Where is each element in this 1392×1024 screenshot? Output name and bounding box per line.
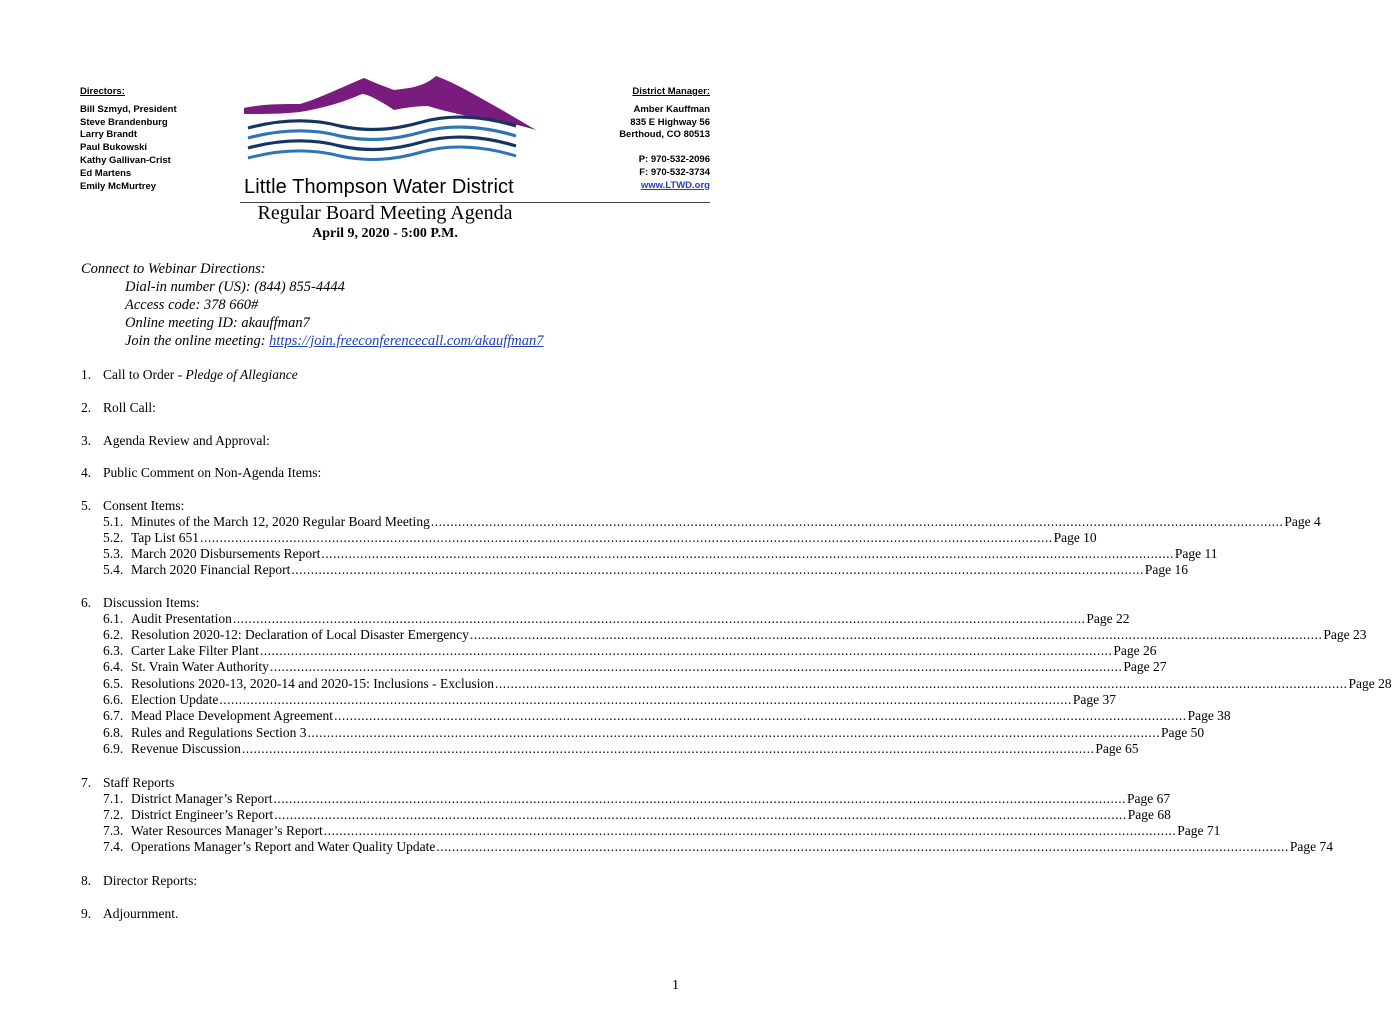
agenda-subitem xyxy=(103,675,1392,692)
directors-title: Directors: xyxy=(80,86,125,97)
dot-leader: ............................................................................................................................................................................................................................ xyxy=(259,643,1113,659)
agenda-subitem-text: Rules and Regulations Section 3 xyxy=(131,724,307,740)
agenda-subitem-number: 5.2. xyxy=(103,529,124,545)
agenda-subitem xyxy=(103,513,1321,530)
agenda-subitem-number: 6.1. xyxy=(103,610,124,626)
agenda-subitem xyxy=(103,823,1221,839)
agenda-item-text: Public Comment on Non-Agenda Items: xyxy=(103,465,322,480)
agenda-subitem-text: Mead Place Development Agreement xyxy=(131,708,334,724)
agenda-subitem-text: Audit Presentation xyxy=(131,610,232,626)
agenda-page-reference: Page 38 xyxy=(1187,708,1231,724)
agenda-item xyxy=(81,464,321,481)
agenda-page-reference: Page 10 xyxy=(1053,529,1097,545)
agenda-subitem xyxy=(103,692,1116,708)
agenda-page-reference: Page 65 xyxy=(1095,740,1139,756)
agenda-subitem xyxy=(103,790,1171,807)
dot-leader: ............................................................................................................................................................................................................................ xyxy=(430,513,1284,529)
agenda-page-reference: Page 11 xyxy=(1174,546,1218,562)
dot-leader: ............................................................................................................................................................................................................................ xyxy=(323,823,1177,839)
access-code: Access code: 378 660# xyxy=(125,297,259,313)
agenda-item xyxy=(81,872,197,889)
agenda-subitem xyxy=(103,562,1188,578)
agenda-item xyxy=(81,432,270,449)
agenda-item xyxy=(81,594,199,611)
dot-leader: ............................................................................................................................................................................................................................ xyxy=(321,546,1174,562)
agenda-item-text: Adjournment. xyxy=(103,906,179,921)
dot-leader: ............................................................................................................................................................................................................................ xyxy=(269,659,1123,675)
webinar-heading: Connect to Webinar Directions: xyxy=(81,261,266,277)
district-logo xyxy=(244,74,540,176)
dot-leader: ............................................................................................................................................................................................................................ xyxy=(334,708,1187,724)
agenda-item-text: Discussion Items: xyxy=(103,595,200,610)
agenda-item-number: 7. xyxy=(81,775,92,790)
agenda-subitem-number: 6.8. xyxy=(103,724,124,740)
agenda-item-number: 8. xyxy=(81,873,92,888)
dot-leader: ............................................................................................................................................................................................................................ xyxy=(291,562,1144,578)
manager-title: District Manager: xyxy=(632,86,710,97)
agenda-subitem-text: March 2020 Disbursements Report xyxy=(131,546,321,562)
agenda-page-reference: Page 37 xyxy=(1072,692,1116,707)
dot-leader: ............................................................................................................................................................................................................................ xyxy=(273,790,1126,806)
dot-leader: ............................................................................................................................................................................................................................ xyxy=(436,839,1289,855)
agenda-subitem xyxy=(103,529,1097,546)
agenda-item-text: Agenda Review and Approval: xyxy=(103,433,270,448)
agenda-subitem xyxy=(103,839,1333,855)
dot-leader: ............................................................................................................................................................................................................................ xyxy=(200,529,1053,545)
agenda-subitem-number: 5.4. xyxy=(103,562,124,578)
fax-number: F: 970-532-3734 xyxy=(639,166,710,178)
manager-name: Amber Kauffman xyxy=(633,103,710,115)
agenda-page-reference: Page 22 xyxy=(1086,610,1130,626)
agenda-subitem-number: 7.1. xyxy=(103,790,124,806)
dot-leader: ............................................................................................................................................................................................................................ xyxy=(241,740,1095,756)
agenda-item-number: 2. xyxy=(81,400,92,415)
agenda-item-number: 9. xyxy=(81,906,92,921)
manager-address: 835 E Highway 56 xyxy=(630,116,710,128)
agenda-subitem-number: 5.3. xyxy=(103,546,124,562)
agenda-item xyxy=(81,366,298,383)
agenda-subitem xyxy=(103,643,1157,659)
agenda-subitem-number: 5.1. xyxy=(103,513,124,529)
director-name: Larry Brandt xyxy=(80,129,138,141)
agenda-subitem xyxy=(103,659,1167,675)
agenda-item-text: Director Reports: xyxy=(103,873,198,888)
webinar-directions xyxy=(81,260,544,350)
join-label: Join the online meeting: xyxy=(125,333,270,349)
phone-number: P: 970-532-2096 xyxy=(638,154,710,166)
manager-address: Berthoud, CO 80513 xyxy=(619,129,710,141)
agenda-item-text: Roll Call: xyxy=(103,400,156,415)
agenda-subitem xyxy=(103,740,1139,757)
agenda-subitem-number: 6.5. xyxy=(103,675,124,691)
agenda-subitem-text: Carter Lake Filter Plant xyxy=(131,643,259,659)
agenda-page-reference: Page 67 xyxy=(1126,790,1171,806)
director-name: Paul Bukowski xyxy=(80,142,148,154)
director-name: Kathy Gallivan-Crist xyxy=(80,154,171,166)
director-name: Bill Szmyd, President xyxy=(80,103,177,115)
agenda-page-reference: Page 4 xyxy=(1284,513,1321,529)
join-line xyxy=(81,332,544,350)
manager-block xyxy=(550,86,710,193)
dot-leader: ............................................................................................................................................................................................................................ xyxy=(307,724,1160,740)
page-number: 1 xyxy=(672,978,679,993)
agenda-subitem-number: 7.3. xyxy=(103,823,124,839)
agenda-subitem-number: 6.3. xyxy=(103,643,124,659)
director-name: Steve Brandenburg xyxy=(80,116,168,128)
dial-in-number: Dial-in number (US): (844) 855-4444 xyxy=(125,279,345,295)
meeting-id: Online meeting ID: akauffman7 xyxy=(125,315,310,331)
agenda-subitem-number: 6.4. xyxy=(103,659,124,675)
agenda-subitem xyxy=(103,626,1367,643)
agenda-page-reference: Page 68 xyxy=(1127,806,1171,822)
agenda-subitem xyxy=(103,724,1205,741)
dot-leader: ............................................................................................................................................................................................................................ xyxy=(469,626,1323,642)
agenda-item-number: 1. xyxy=(81,367,92,382)
agenda-page-reference: Page 50 xyxy=(1160,724,1205,740)
agenda-item-number: 5. xyxy=(81,498,92,513)
agenda-subitem-text: Resolutions 2020-13, 2020-14 and 2020-15: Inclusions - Exclusion xyxy=(131,675,494,691)
agenda-subitem-text: District Manager’s Report xyxy=(131,790,273,806)
agenda-page-reference: Page 16 xyxy=(1144,562,1188,578)
agenda-page-reference: Page 71 xyxy=(1177,823,1221,839)
agenda-page-reference: Page 27 xyxy=(1123,659,1167,675)
document-title: Regular Board Meeting Agenda xyxy=(257,202,513,224)
agenda-page-reference: Page 28 xyxy=(1348,675,1392,691)
dot-leader: ............................................................................................................................................................................................................................ xyxy=(232,610,1086,626)
agenda-item-number: 4. xyxy=(81,465,92,480)
agenda-subitem-text: Water Resources Manager’s Report xyxy=(131,823,323,839)
agenda-subitem-text: Election Update xyxy=(131,692,219,707)
dot-leader: ............................................................................................................................................................................................................................ xyxy=(219,692,1072,707)
agenda-subitem xyxy=(103,806,1171,823)
agenda-page-reference: Page 74 xyxy=(1289,839,1333,855)
join-meeting-link[interactable]: https://join.freeconferencecall.com/akauffman7 xyxy=(269,333,544,349)
agenda-item xyxy=(81,905,178,922)
agenda-subitem xyxy=(103,546,1218,562)
agenda-item-text: Call to Order - xyxy=(103,367,186,382)
agenda-subitem-number: 7.2. xyxy=(103,806,124,822)
agenda-item xyxy=(81,399,156,416)
agenda-subitem-number: 6.7. xyxy=(103,708,124,724)
agenda-subitem-text: March 2020 Financial Report xyxy=(131,562,291,578)
agenda-subitem xyxy=(103,610,1130,627)
director-name: Emily McMurtrey xyxy=(80,180,157,192)
agenda-subitem-number: 6.9. xyxy=(103,740,124,756)
agenda-item-number: 6. xyxy=(81,595,92,610)
agenda-item-text: Consent Items: xyxy=(103,498,185,513)
agenda-subitem-text: Revenue Discussion xyxy=(131,740,241,756)
agenda-subitem xyxy=(103,708,1231,724)
agenda-item-number: 3. xyxy=(81,433,92,448)
agenda-page-reference: Page 26 xyxy=(1113,643,1157,659)
agenda-subitem-text: Minutes of the March 12, 2020 Regular Board Meeting xyxy=(131,513,430,529)
district-name: Little Thompson Water District xyxy=(244,176,514,198)
website-link[interactable]: www.LTWD.org xyxy=(640,179,710,191)
agenda-subitem-text: Tap List 651 xyxy=(131,529,200,545)
meeting-date: April 9, 2020 - 5:00 P.M. xyxy=(312,226,458,241)
agenda-subitem-text: Resolution 2020-12: Declaration of Local Disaster Emergency xyxy=(131,626,469,642)
agenda-page-reference: Page 23 xyxy=(1323,626,1367,642)
directors-block xyxy=(80,86,177,193)
agenda-subitem-text: District Engineer’s Report xyxy=(131,806,274,822)
agenda-subitem-text: St. Vrain Water Authority xyxy=(131,659,269,675)
agenda-subitem-number: 6.6. xyxy=(103,692,124,707)
agenda-item xyxy=(81,774,174,791)
director-name: Ed Martens xyxy=(80,167,132,179)
agenda-subitem-number: 7.4. xyxy=(103,839,124,855)
agenda-subitem-number: 6.2. xyxy=(103,626,124,642)
dot-leader: ............................................................................................................................................................................................................................ xyxy=(274,806,1127,822)
agenda-item xyxy=(81,497,184,514)
agenda-subitem-text: Operations Manager’s Report and Water Quality Update xyxy=(131,839,436,855)
agenda-item-text: Staff Reports xyxy=(103,775,175,790)
agenda-item-emphasis: Pledge of Allegiance xyxy=(185,367,298,382)
dot-leader: ............................................................................................................................................................................................................................ xyxy=(494,675,1348,691)
